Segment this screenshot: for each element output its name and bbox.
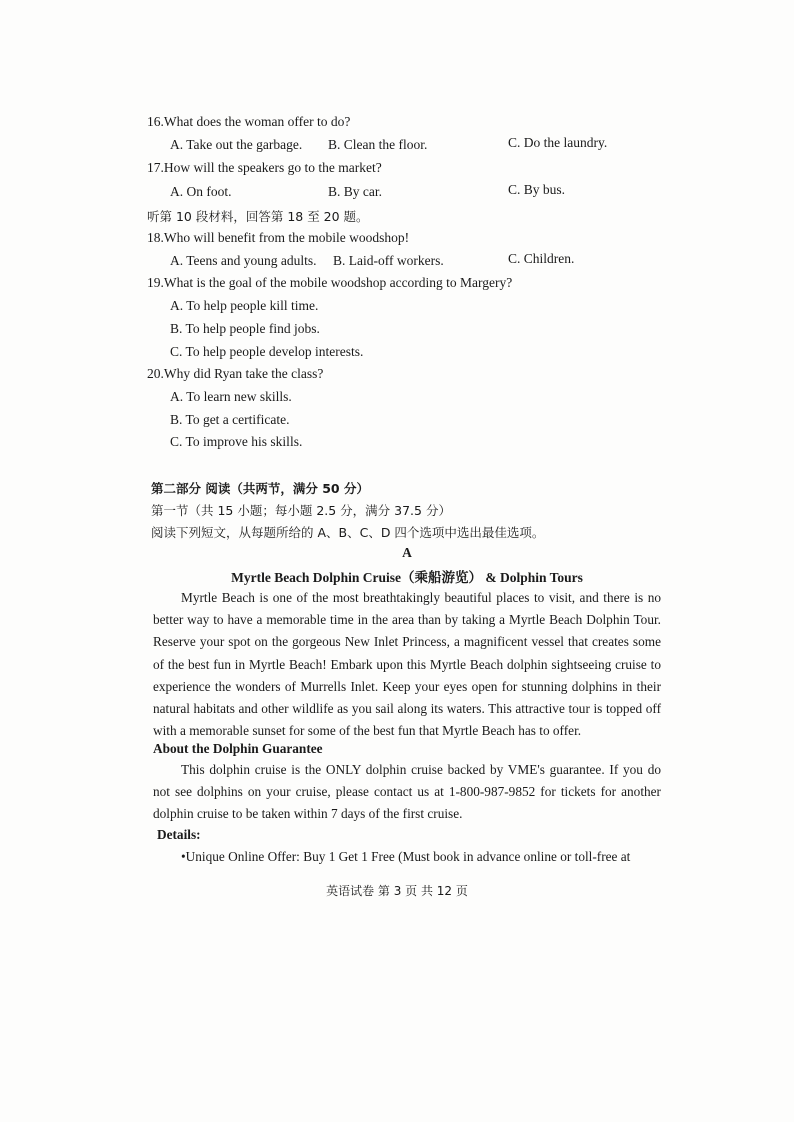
part2-heading: 第二部分 阅读（共两节，满分 50 分） bbox=[151, 481, 369, 496]
section10-instruction: 听第 10 段材料，回答第 18 至 20 题。 bbox=[147, 209, 369, 224]
question-17: 17.How will the speakers go to the market? bbox=[147, 160, 382, 175]
detail-item-1: •Unique Online Offer: Buy 1 Get 1 Free (Must book in advance online or toll-free at bbox=[181, 849, 631, 864]
page-footer: 英语试卷 第 3 页 共 12 页 bbox=[326, 884, 468, 898]
q16-option-a: A. Take out the garbage. bbox=[170, 137, 303, 152]
q17-option-b: B. By car. bbox=[328, 184, 382, 199]
q20-option-a: A. To learn new skills. bbox=[170, 389, 292, 404]
q17-option-a: A. On foot. bbox=[170, 184, 232, 199]
part2-instruction: 阅读下列短文，从每题所给的 A、B、C、D 四个选项中选出最佳选项。 bbox=[151, 525, 545, 540]
q19-option-b: B. To help people find jobs. bbox=[170, 321, 320, 336]
passage-title: Myrtle Beach Dolphin Cruise（乘船游览） & Dolphin Tours bbox=[231, 570, 583, 585]
q18-option-c: C. Children. bbox=[508, 251, 575, 266]
q16-option-b: B. Clean the floor. bbox=[328, 137, 428, 152]
q20-option-b: B. To get a certificate. bbox=[170, 412, 290, 427]
question-18: 18.Who will benefit from the mobile woodshop! bbox=[147, 230, 410, 245]
question-19: 19.What is the goal of the mobile woodshop according to Margery? bbox=[147, 275, 513, 290]
details-heading: Details: bbox=[157, 827, 201, 842]
question-20: 20.Why did Ryan take the class? bbox=[147, 366, 324, 381]
passage-paragraph-2: This dolphin cruise is the ONLY dolphin cruise backed by VME's guarantee. If you do not see dolphins on your cruise, please contact us at 1-800-987-9852 for tickets for another dolphin cruise to be taken within 7 days of the first cruise. bbox=[153, 762, 661, 822]
q18-option-a: A. Teens and young adults. bbox=[170, 253, 317, 268]
q19-option-c: C. To help people develop interests. bbox=[170, 344, 364, 359]
q19-option-a: A. To help people kill time. bbox=[170, 298, 319, 313]
part2-section1: 第一节（共 15 小题；每小题 2.5 分，满分 37.5 分） bbox=[151, 503, 451, 518]
q16-option-c: C. Do the laundry. bbox=[508, 135, 608, 150]
guarantee-heading: About the Dolphin Guarantee bbox=[153, 741, 323, 756]
q18-option-b: B. Laid-off workers. bbox=[333, 253, 444, 268]
question-16: 16.What does the woman offer to do? bbox=[147, 114, 351, 129]
passage-letter: A bbox=[402, 545, 412, 560]
q17-option-c: C. By bus. bbox=[508, 182, 566, 197]
passage-paragraph-1: Myrtle Beach is one of the most breathtakingly beautiful places to visit, and there is no better way to have a memorable time in the area than by taking a Myrtle Beach Dolphin Tour. Reserve your spot on the gorgeous New Inlet Princess, a magnificent vessel that creates some of the best fun in Myrtle Beach! Embark upon this Myrtle Beach dolphin sightseeing cruise to experience the wonders of Murrells Inlet. Keep your eyes open for stunning dolphins in their natural habitats and other wildlife as you sail along its waters. This attractive tour is topped off with a memorable sunset for some of the best fun that Myrtle Beach has to offer. bbox=[153, 590, 661, 739]
q20-option-c: C. To improve his skills. bbox=[170, 434, 303, 449]
